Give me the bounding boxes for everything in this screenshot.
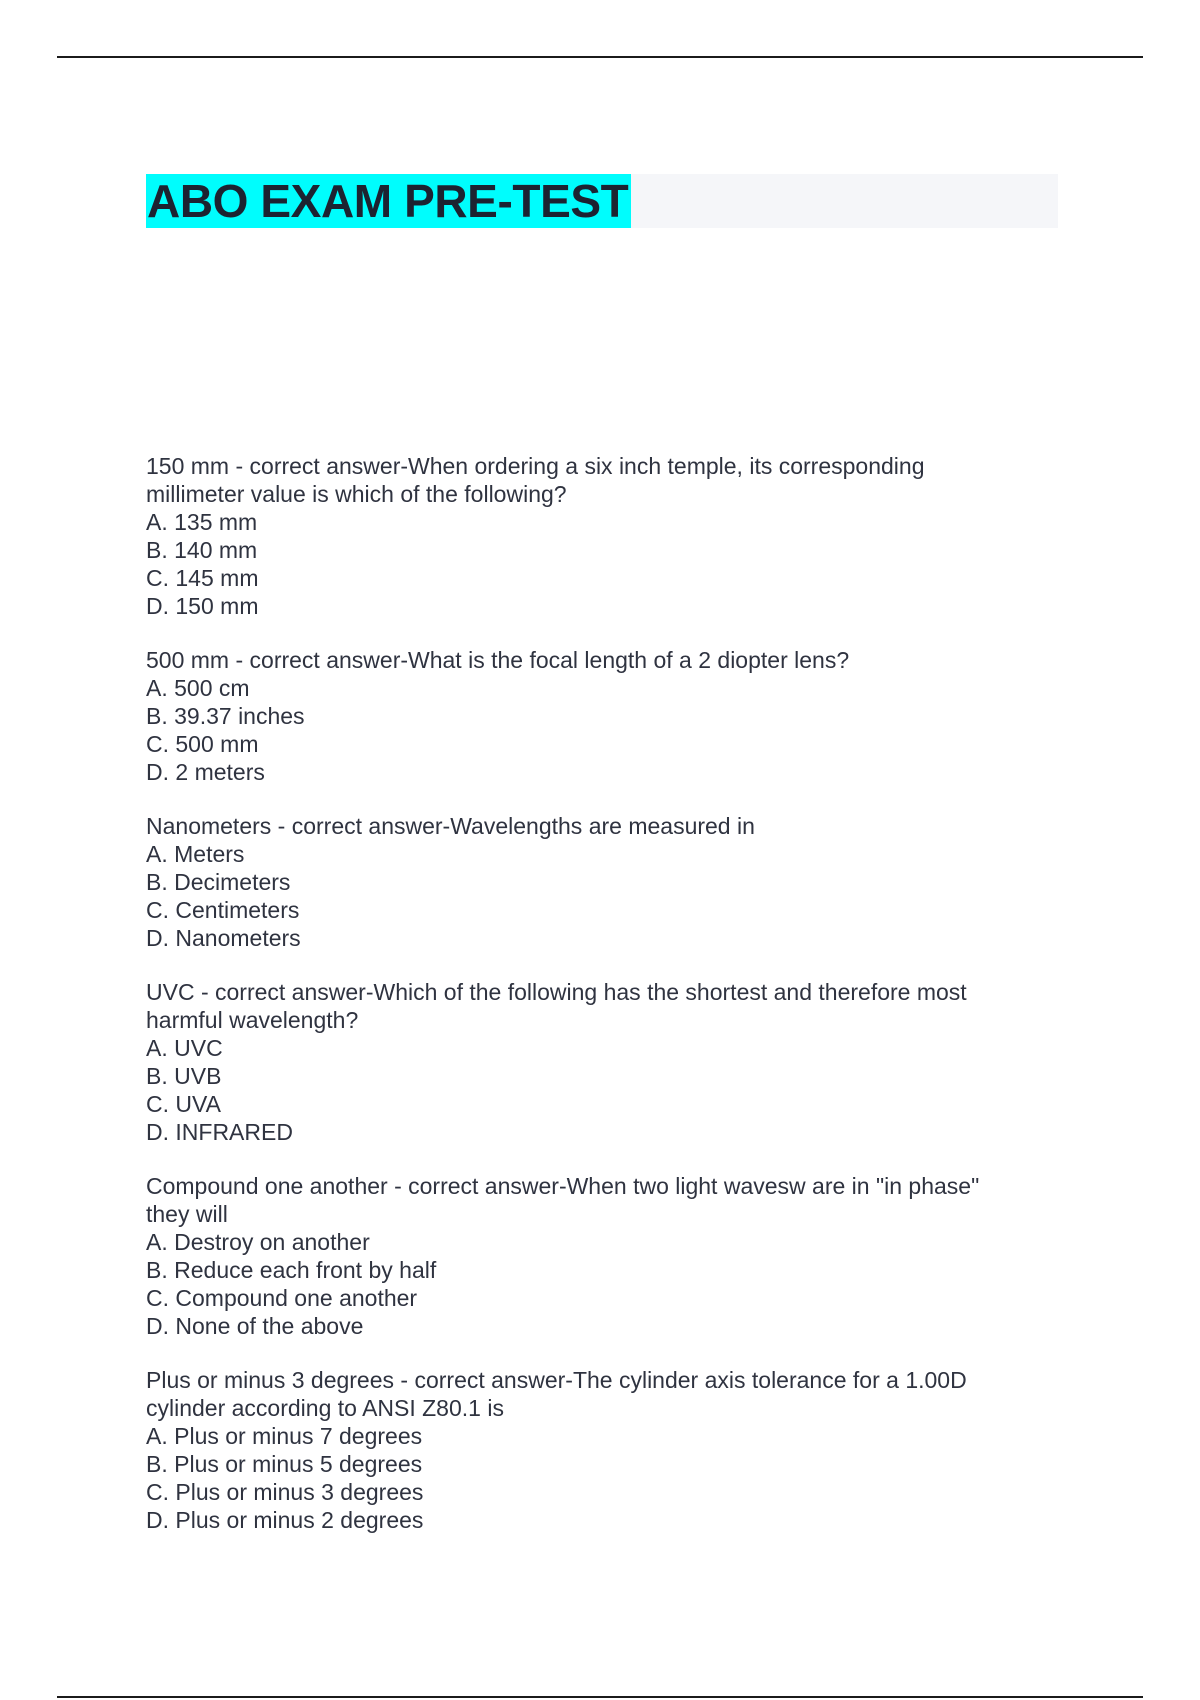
answer-option: C. 145 mm xyxy=(146,565,259,591)
answer-option: C. Plus or minus 3 degrees xyxy=(146,1479,424,1505)
answer-option: A. UVC xyxy=(146,1035,223,1061)
question-text: Compound one another - correct answer-When two light wavesw are in "in phase" they will xyxy=(146,1173,980,1227)
answer-option: D. Nanometers xyxy=(146,925,301,951)
question-item xyxy=(146,452,1046,620)
answer-option: A. 135 mm xyxy=(146,509,258,535)
answer-option: B. 140 mm xyxy=(146,537,258,563)
answer-option: A. Destroy on another xyxy=(146,1229,370,1255)
answer-option: B. Decimeters xyxy=(146,869,291,895)
answer-option: D. 150 mm xyxy=(146,593,259,619)
question-item xyxy=(146,1366,1046,1534)
answer-option: B. Plus or minus 5 degrees xyxy=(146,1451,423,1477)
answer-option: C. UVA xyxy=(146,1091,221,1117)
question-item xyxy=(146,646,1046,786)
answer-option: C. Compound one another xyxy=(146,1285,418,1311)
answer-option: C. Centimeters xyxy=(146,897,300,923)
answer-option: A. Meters xyxy=(146,841,245,867)
question-text: Plus or minus 3 degrees - correct answer-The cylinder axis tolerance for a 1.00D cylinder according to ANSI Z80.1 is xyxy=(146,1367,967,1421)
question-text: Nanometers - correct answer-Wavelengths are measured in xyxy=(146,813,755,839)
question-item xyxy=(146,812,1046,952)
question-item xyxy=(146,978,1046,1146)
answer-option: B. 39.37 inches xyxy=(146,703,305,729)
question-list xyxy=(146,452,1046,1560)
question-text: UVC - correct answer-Which of the following has the shortest and therefore most harmful wavelength? xyxy=(146,979,967,1033)
question-text: 500 mm - correct answer-What is the focal length of a 2 diopter lens? xyxy=(146,647,850,673)
answer-option: A. 500 cm xyxy=(146,675,250,701)
answer-option: A. Plus or minus 7 degrees xyxy=(146,1423,423,1449)
top-rule xyxy=(57,56,1143,58)
question-item xyxy=(146,1172,1046,1340)
bottom-rule xyxy=(57,1696,1143,1698)
answer-option: D. INFRARED xyxy=(146,1119,293,1145)
answer-option: B. Reduce each front by half xyxy=(146,1257,437,1283)
answer-option: B. UVB xyxy=(146,1063,222,1089)
answer-option: D. Plus or minus 2 degrees xyxy=(146,1507,424,1533)
question-text: 150 mm - correct answer-When ordering a six inch temple, its corresponding millimeter value is which of the following? xyxy=(146,453,925,507)
answer-option: D. None of the above xyxy=(146,1313,364,1339)
answer-option: C. 500 mm xyxy=(146,731,259,757)
answer-option: D. 2 meters xyxy=(146,759,265,785)
document-title: ABO EXAM PRE-TEST xyxy=(146,174,631,228)
